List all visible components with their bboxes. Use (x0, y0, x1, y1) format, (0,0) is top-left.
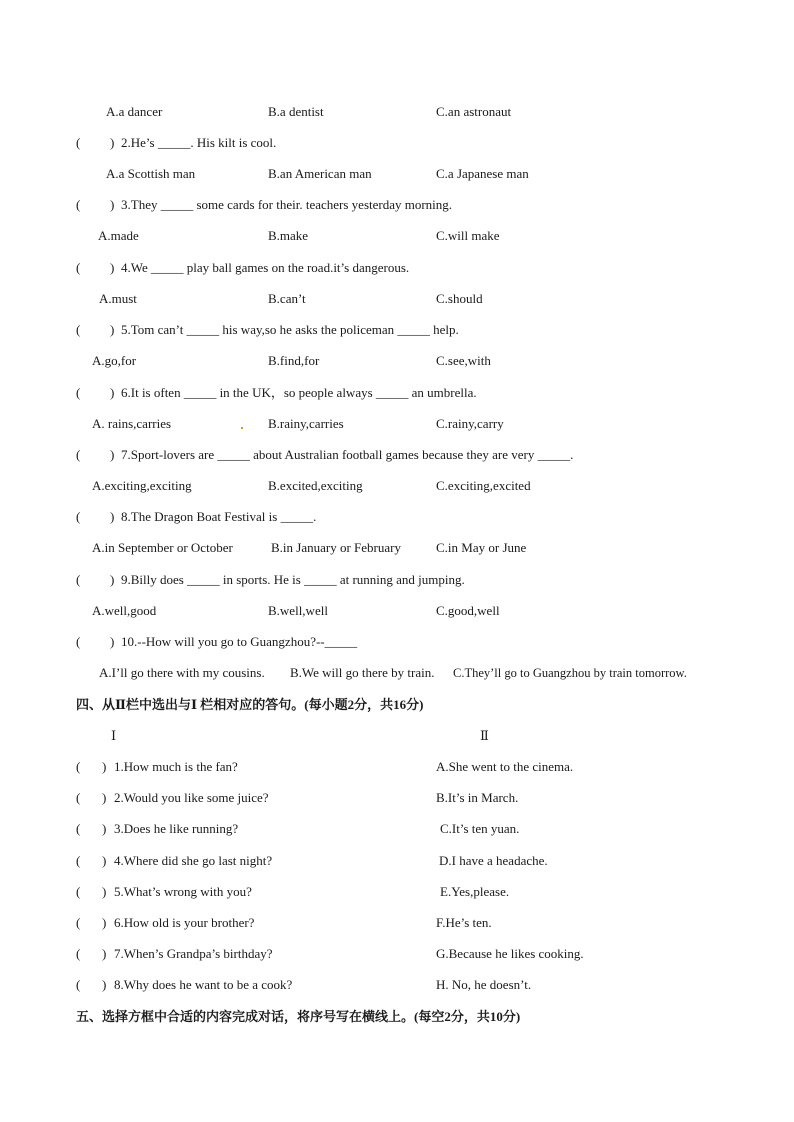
match-paren-open: ( (76, 946, 81, 961)
q4-option-c: C.should (436, 291, 483, 306)
q10-option-a: A.I’ll go there with my cousins. (99, 665, 265, 680)
match-right-g: G.Because he likes cooking. (436, 946, 584, 961)
match-right-c: C.It’s ten yuan. (440, 821, 520, 836)
q5-option-c: C.see,with (436, 353, 491, 368)
q5-stem: 5.Tom can’t _____ his way,so he asks the policeman _____ help. (121, 322, 459, 337)
match-right-d: D.I have a headache. (439, 853, 548, 868)
q5-paren-close: ) (110, 322, 115, 337)
q3-paren-open: ( (76, 197, 81, 212)
match-paren-open: ( (76, 884, 81, 899)
match-paren-open: ( (76, 759, 81, 774)
match-right-b: B.It’s in March. (436, 790, 519, 805)
q9-option-c: C.good,well (436, 603, 500, 618)
q10-paren-open: ( (76, 634, 81, 649)
match-right-a: A.She went to the cinema. (436, 759, 574, 774)
q4-stem: 4.We _____ play ball games on the road.it’s dangerous. (121, 260, 410, 275)
q1-option-a: A.a dancer (106, 104, 163, 119)
q8-option-b: B.in January or February (271, 540, 401, 555)
q2-paren-close: ) (110, 135, 115, 150)
q7-stem: 7.Sport-lovers are _____ about Australian football games because they are very _____. (121, 447, 574, 462)
q4-option-a: A.must (99, 291, 137, 306)
q9-option-a: A.well,good (92, 603, 157, 618)
match-right-h: H. No, he doesn’t. (436, 977, 532, 992)
column-2-label: Ⅱ (480, 728, 489, 743)
q2-stem: 2.He’s _____. His kilt is cool. (121, 135, 277, 150)
match-paren-close: ) (102, 915, 107, 930)
match-left-4: 4.Where did she go last night? (114, 853, 273, 868)
match-paren-open: ( (76, 821, 81, 836)
q6-option-b: B.rainy,carries (268, 416, 344, 431)
q8-paren-open: ( (76, 509, 81, 524)
q2-paren-open: ( (76, 135, 81, 150)
q1-option-b: B.a dentist (268, 104, 324, 119)
q10-stem: 10.--How will you go to Guangzhou?--_____ (121, 634, 358, 649)
match-paren-close: ) (102, 853, 107, 868)
q9-stem: 9.Billy does _____ in sports. He is _____ at running and jumping. (121, 572, 465, 587)
match-left-6: 6.How old is your brother? (114, 915, 255, 930)
match-left-7: 7.When’s Grandpa’s birthday? (114, 946, 273, 961)
q4-option-b: B.can’t (268, 291, 306, 306)
q7-option-b: B.excited,exciting (268, 478, 363, 493)
q5-paren-open: ( (76, 322, 81, 337)
q7-option-a: A.exciting,exciting (92, 478, 192, 493)
match-left-3: 3.Does he like running? (114, 821, 239, 836)
match-left-5: 5.What’s wrong with you? (114, 884, 252, 899)
q7-option-c: C.exciting,excited (436, 478, 531, 493)
q2-option-b: B.an American man (268, 166, 372, 181)
column-1-label: Ⅰ (111, 728, 117, 743)
q9-paren-open: ( (76, 572, 81, 587)
stray-dot-mark (241, 427, 243, 429)
match-paren-close: ) (102, 759, 107, 774)
q1-option-c: C.an astronaut (436, 104, 512, 119)
q10-option-b: B.We will go there by train. (290, 665, 435, 680)
match-paren-close: ) (102, 884, 107, 899)
q8-stem: 8.The Dragon Boat Festival is _____. (121, 509, 317, 524)
q3-option-b: B.make (268, 228, 309, 243)
q7-paren-open: ( (76, 447, 81, 462)
q7-paren-close: ) (110, 447, 115, 462)
q8-option-c: C.in May or June (436, 540, 527, 555)
q10-option-c: C.They’ll go to Guangzhou by train tomorrow. (453, 666, 687, 680)
q2-option-c: C.a Japanese man (436, 166, 529, 181)
q3-option-a: A.made (98, 228, 139, 243)
match-paren-close: ) (102, 946, 107, 961)
section4-heading: 四、从Ⅱ栏中选出与Ⅰ 栏相对应的答句。(每小题2分，共16分) (76, 697, 424, 712)
q9-option-b: B.well,well (268, 603, 328, 618)
match-paren-close: ) (102, 790, 107, 805)
q3-option-c: C.will make (436, 228, 500, 243)
q6-stem: 6.It is often _____ in the UK，so people always _____ an umbrella. (121, 385, 477, 400)
q6-paren-close: ) (110, 385, 115, 400)
match-left-2: 2.Would you like some juice? (114, 790, 269, 805)
match-right-f: F.He’s ten. (436, 915, 492, 930)
q8-option-a: A.in September or October (92, 540, 233, 555)
q9-paren-close: ) (110, 572, 115, 587)
match-paren-close: ) (102, 977, 107, 992)
match-paren-open: ( (76, 977, 81, 992)
q3-paren-close: ) (110, 197, 115, 212)
q8-paren-close: ) (110, 509, 115, 524)
match-right-e: E.Yes,please. (440, 884, 510, 899)
q10-paren-close: ) (110, 634, 115, 649)
match-paren-open: ( (76, 915, 81, 930)
q5-option-b: B.find,for (268, 353, 320, 368)
match-left-8: 8.Why does he want to be a cook? (114, 977, 293, 992)
q3-stem: 3.They _____ some cards for their. teachers yesterday morning. (121, 197, 453, 212)
match-paren-open: ( (76, 853, 81, 868)
q4-paren-close: ) (110, 260, 115, 275)
q6-option-a: A. rains,carries (92, 416, 172, 431)
q4-paren-open: ( (76, 260, 81, 275)
match-paren-close: ) (102, 821, 107, 836)
match-left-1: 1.How much is the fan? (114, 759, 238, 774)
q6-paren-open: ( (76, 385, 81, 400)
section5-heading: 五、选择方框中合适的内容完成对话，将序号写在横线上。(每空2分，共10分) (76, 1009, 521, 1024)
q2-option-a: A.a Scottish man (106, 166, 196, 181)
q5-option-a: A.go,for (92, 353, 137, 368)
match-paren-open: ( (76, 790, 81, 805)
q6-option-c: C.rainy,carry (436, 416, 504, 431)
